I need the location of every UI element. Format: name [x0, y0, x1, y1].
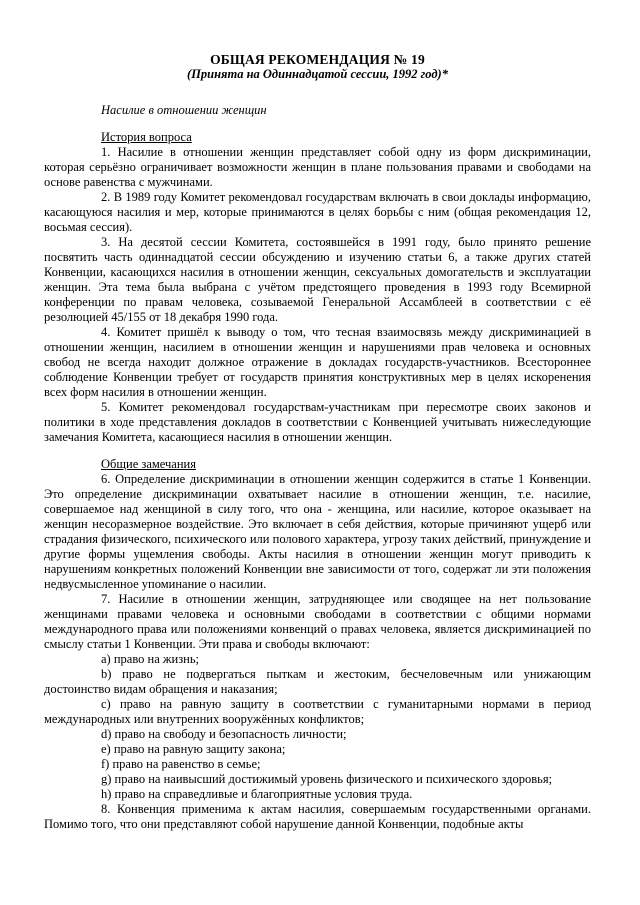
- list-item: b) право не подвергаться пыткам и жестоким, бесчеловечным или унижающим достоинство видам обращения и наказания;: [44, 667, 591, 696]
- list-item: h) право на справедливые и благоприятные условия труда.: [101, 787, 413, 801]
- paragraph: 1. Насилие в отношении женщин представляет собой одну из форм дискриминации, которая серьёзно ограничивает возможности женщин в плане пользования правами и свободами на основе равенства с мужчинами.: [44, 145, 591, 189]
- paragraph: 2. В 1989 году Комитет рекомендовал государствам включать в свои доклады информацию, касающуюся насилия и мер, которые принимаются в целях борьбы с ним (общая рекомендация 12, восьмая сессия).: [44, 190, 591, 234]
- paragraph: 7. Насилие в отношении женщин, затрудняющее или сводящее на нет пользование женщинами правами человека и основными свободами в соответствии с общими нормами международного права или положениями конвенций о правах человека, является дискриминацией по смыслу статьи 1 Конвенции. Эти права и свободы включают:: [44, 592, 591, 651]
- section-heading-general-comments: [44, 457, 591, 472]
- list-item: g) право на наивысший достижимый уровень физического и психического здоровья;: [101, 772, 553, 786]
- paragraph: 6. Определение дискриминации в отношении женщин содержится в статье 1 Конвенции. Это определение дискриминации охватывает насилие в отношении женщин, т.е. насилие, совершаемое над женщиной в силу того, что она - женщина, или насилие, которое оказывает на женщин несоразмерное воздействие. Это включает в себя действия, которые причиняют ущерб или страдания физического, психического или полового характера, угрозу таких действий, принуждение и другие формы ущемления свободы. Акты насилия в отношении женщин могут приводить к нарушениям конкретных положений Конвенции вне зависимости от того, содержат ли эти положения недвусмысленное упоминание о насилии.: [44, 472, 591, 591]
- list-item: c) право на равную защиту в соответствии с гуманитарными нормами в период международных или внутренних вооружённых конфликтов;: [44, 697, 591, 726]
- list-item: a) право на жизнь;: [101, 652, 200, 666]
- paragraph: 3. На десятой сессии Комитета, состоявшейся в 1991 году, было принято решение посвятить часть одиннадцатой сессии обсуждению и изучению статьи 6, а также других статей Конвенции, касающихся насилия в отношении женщин, сексуальных домогательств и эксплуатации женщин. Эта тема была выбрана с учётом предстоящего проведения в 1993 году Всемирной конференции по правам человека, созываемой Генеральной Ассамблеей в соответствии с её резолюцией 45/155 от 18 декабря 1990 года.: [44, 235, 591, 324]
- section-heading-label: Общие замечания: [101, 457, 196, 471]
- list-item: f) право на равенство в семье;: [101, 757, 261, 771]
- document-subtitle: (Принята на Одиннадцатой сессии, 1992 год)*: [187, 67, 448, 81]
- paragraph: 4. Комитет пришёл к выводу о том, что тесная взаимосвязь между дискриминацией в отношении женщин, насилием в отношении женщин и нарушениями прав человека и основных свобод не всегда находит должное отражение в докладах государств-участников. Всестороннее соблюдение Конвенции требует от государств принятия конструктивных мер в целях искоренения всех форм насилия в отношении женщин.: [44, 325, 591, 399]
- document-topic: Насилие в отношении женщин: [101, 103, 267, 117]
- paragraph: 5. Комитет рекомендовал государствам-участникам при пересмотре своих законов и политики в ходе представления докладов в соответствии с Конвенцией учитывать нижеследующие замечания Комитета, касающиеся насилия в отношении женщин.: [44, 400, 591, 444]
- paragraph: 8. Конвенция применима к актам насилия, совершаемым государственными органами. Помимо того, что они представляют собой нарушение данной Конвенции, подобные акты: [44, 802, 591, 831]
- section-heading-label: История вопроса: [101, 130, 192, 144]
- list-item: d) право на свободу и безопасность личности;: [101, 727, 347, 741]
- section-heading-history: [44, 130, 591, 145]
- document-title: ОБЩАЯ РЕКОМЕНДАЦИЯ № 19: [210, 52, 425, 67]
- list-item: e) право на равную защиту закона;: [101, 742, 286, 756]
